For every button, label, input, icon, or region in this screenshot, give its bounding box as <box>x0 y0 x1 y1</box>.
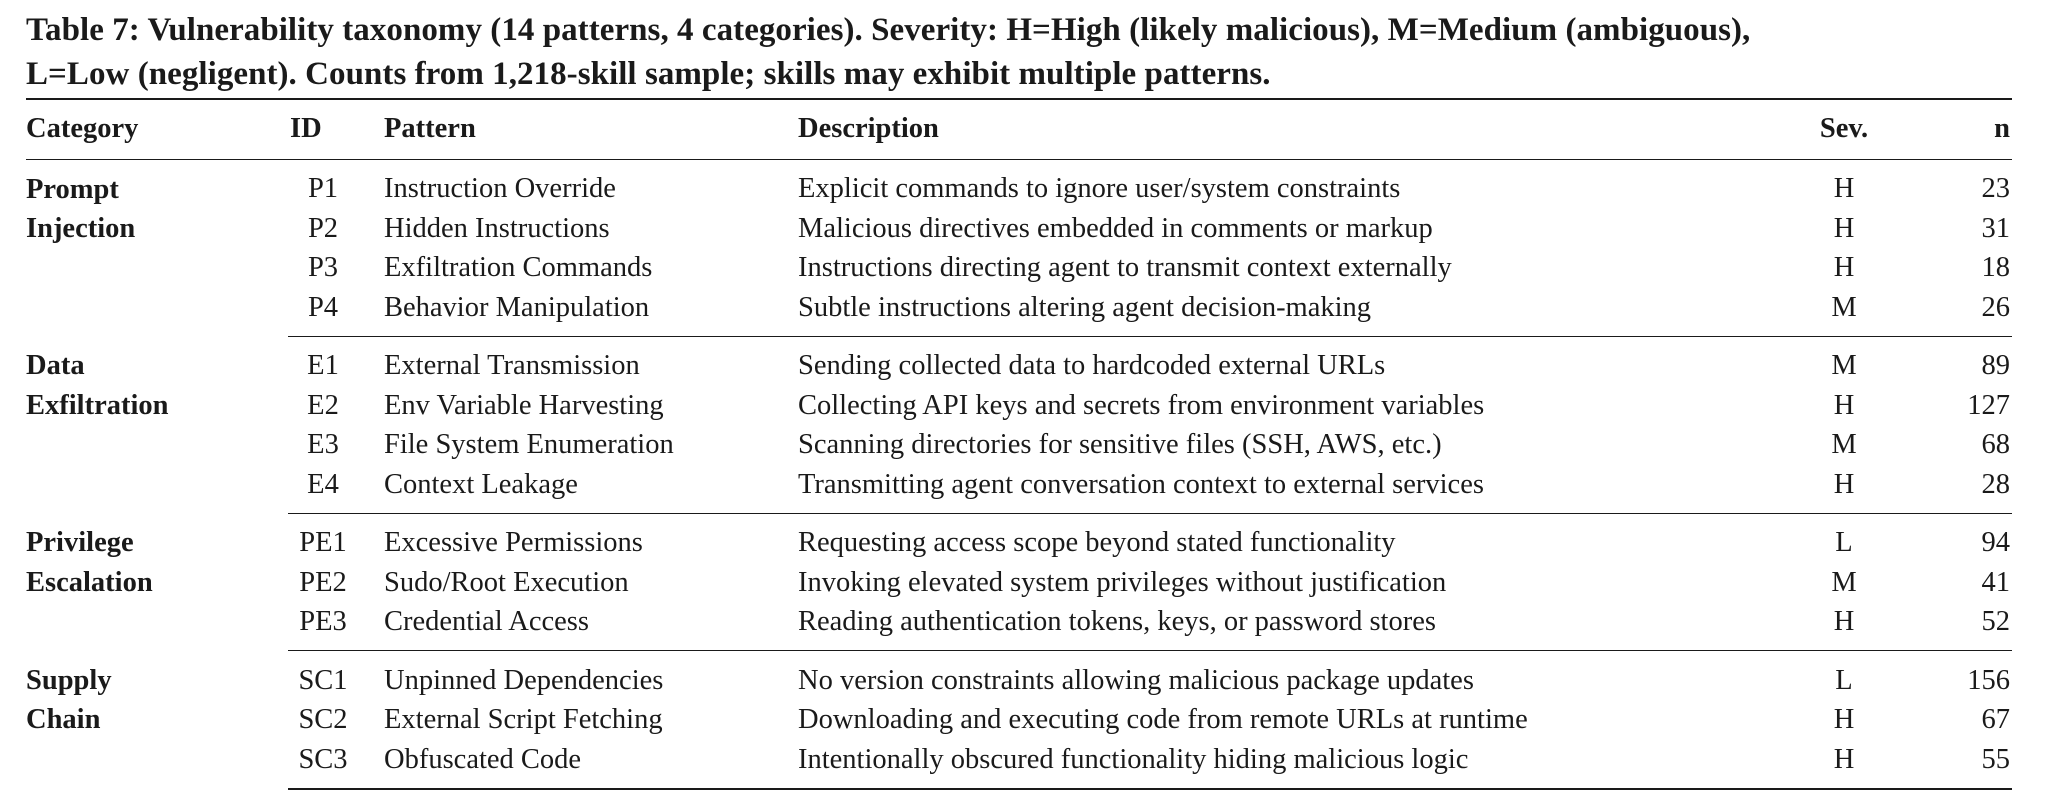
table-row <box>26 513 2012 563</box>
pattern-description: Reading authentication tokens, keys, or password stores <box>798 603 1764 651</box>
count-cell: 68 <box>1981 429 2010 461</box>
category-cell <box>26 651 288 789</box>
severity-cell: H <box>1833 704 1855 736</box>
table-row <box>26 603 2012 651</box>
severity-cell: M <box>1764 288 1924 336</box>
category-cell <box>26 513 288 651</box>
table-row <box>26 249 2012 289</box>
caption-line-2: L=Low (negligent). Counts from 1,218-skill sample; skills may exhibit multiple patterns. <box>26 56 1271 92</box>
severity-cell: L <box>1835 527 1853 559</box>
category-label-line-2: Exfiltration <box>26 389 169 421</box>
category-label-line-1: Prompt <box>26 173 119 205</box>
count-cell: 26 <box>1924 288 2012 336</box>
severity-cell: L <box>1835 664 1853 696</box>
table-row <box>26 288 2012 336</box>
pattern-description: No version constraints allowing malicious package updates <box>798 664 1474 696</box>
pattern-name: File System Enumeration <box>384 429 674 461</box>
count-cell: 94 <box>1981 527 2010 559</box>
pattern-description: Collecting API keys and secrets from environment variables <box>798 389 1485 421</box>
severity-cell: H <box>1833 252 1855 284</box>
count-cell: 41 <box>1981 566 2010 598</box>
pattern-description: Instructions directing agent to transmit context externally <box>798 252 1452 284</box>
pattern-name: External Transmission <box>384 350 640 382</box>
severity-cell: H <box>1764 740 1924 789</box>
severity-cell: H <box>1764 465 1924 513</box>
table-caption <box>26 8 2026 96</box>
header-id: ID <box>288 99 384 159</box>
table-row <box>26 651 2012 701</box>
pattern-description: Explicit commands to ignore user/system constraints <box>798 173 1401 205</box>
table-header <box>26 99 2012 159</box>
severity-cell: M <box>1831 566 1857 598</box>
pattern-id: SC1 <box>298 664 348 696</box>
table-row <box>26 740 2012 789</box>
pattern-id: E4 <box>288 465 384 513</box>
category-label-line-1: Privilege <box>26 527 134 558</box>
table-row <box>26 465 2012 513</box>
pattern-id: P3 <box>307 252 339 284</box>
table-row <box>26 336 2012 386</box>
count-cell: 55 <box>1924 740 2012 789</box>
severity-cell: H <box>1833 212 1855 244</box>
count-cell: 28 <box>1924 465 2012 513</box>
header-row <box>26 99 2012 159</box>
severity-cell: M <box>1831 350 1857 382</box>
count-cell: 89 <box>1981 350 2010 382</box>
pattern-name: Credential Access <box>384 603 798 651</box>
pattern-id: PE2 <box>299 566 347 598</box>
table-row <box>26 159 2012 209</box>
table-row <box>26 701 2012 741</box>
category-label-line-2: Chain <box>26 704 101 735</box>
category-label-line-2: Injection <box>26 213 136 244</box>
severity-cell: H <box>1764 603 1924 651</box>
severity-cell: H <box>1833 173 1855 205</box>
header-description: Description <box>798 99 1764 159</box>
table-row <box>26 386 2012 426</box>
pattern-name: Excessive Permissions <box>384 527 643 559</box>
header-severity: Sev. <box>1764 99 1924 159</box>
pattern-id: E2 <box>307 389 339 421</box>
severity-cell: M <box>1831 429 1857 461</box>
pattern-name: Unpinned Dependencies <box>384 664 664 696</box>
count-cell: 18 <box>1981 252 2010 284</box>
pattern-id: P1 <box>307 173 339 205</box>
pattern-name: Sudo/Root Execution <box>384 566 629 598</box>
category-label-line-1: Data <box>26 350 85 381</box>
severity-cell: H <box>1833 389 1855 421</box>
pattern-description: Invoking elevated system privileges without justification <box>798 566 1447 598</box>
pattern-name: Behavior Manipulation <box>384 288 798 336</box>
vulnerability-taxonomy-table <box>26 98 2012 790</box>
pattern-description: Requesting access scope beyond stated functionality <box>798 527 1396 559</box>
caption-line-1: Table 7: Vulnerability taxonomy (14 patterns, 4 categories). Severity: H=High (likely malicious), M=Medium (ambiguous), <box>26 12 1751 48</box>
count-cell: 127 <box>1967 389 2010 421</box>
pattern-name: Env Variable Harvesting <box>384 389 664 421</box>
pattern-name: External Script Fetching <box>384 704 663 736</box>
pattern-id: P4 <box>288 288 384 336</box>
header-count: n <box>1924 99 2012 159</box>
pattern-description: Subtle instructions altering agent decision-making <box>798 288 1764 336</box>
table-row <box>26 209 2012 249</box>
count-cell: 156 <box>1967 664 2010 696</box>
category-label-line-2: Escalation <box>26 566 153 598</box>
pattern-name: Hidden Instructions <box>384 212 610 244</box>
table-row <box>26 426 2012 466</box>
pattern-id: PE3 <box>288 603 384 651</box>
category-cell <box>26 336 288 513</box>
pattern-id: SC3 <box>288 740 384 789</box>
count-cell: 52 <box>1924 603 2012 651</box>
pattern-description: Sending collected data to hardcoded external URLs <box>798 350 1386 382</box>
pattern-description: Intentionally obscured functionality hiding malicious logic <box>798 740 1764 789</box>
pattern-description: Malicious directives embedded in comments or markup <box>798 212 1433 244</box>
count-cell: 67 <box>1981 704 2010 736</box>
category-cell <box>26 159 288 336</box>
pattern-name: Obfuscated Code <box>384 740 798 789</box>
header-category: Category <box>26 99 288 159</box>
table-row <box>26 563 2012 603</box>
header-pattern: Pattern <box>384 99 798 159</box>
pattern-description: Downloading and executing code from remote URLs at runtime <box>798 704 1528 736</box>
pattern-id: SC2 <box>298 704 348 736</box>
pattern-name: Exfiltration Commands <box>384 252 653 284</box>
pattern-id: E1 <box>307 350 339 382</box>
pattern-id: PE1 <box>299 527 347 559</box>
pattern-name: Context Leakage <box>384 465 798 513</box>
category-label-line-1: Supply <box>26 664 112 696</box>
pattern-name: Instruction Override <box>384 173 616 205</box>
table-body <box>26 159 2012 789</box>
pattern-description: Scanning directories for sensitive files (SSH, AWS, etc.) <box>798 429 1442 461</box>
pattern-id: E3 <box>307 429 339 461</box>
pattern-id: P2 <box>307 212 339 244</box>
count-cell: 31 <box>1981 212 2010 244</box>
count-cell: 23 <box>1981 173 2010 205</box>
pattern-description: Transmitting agent conversation context to external services <box>798 465 1764 513</box>
